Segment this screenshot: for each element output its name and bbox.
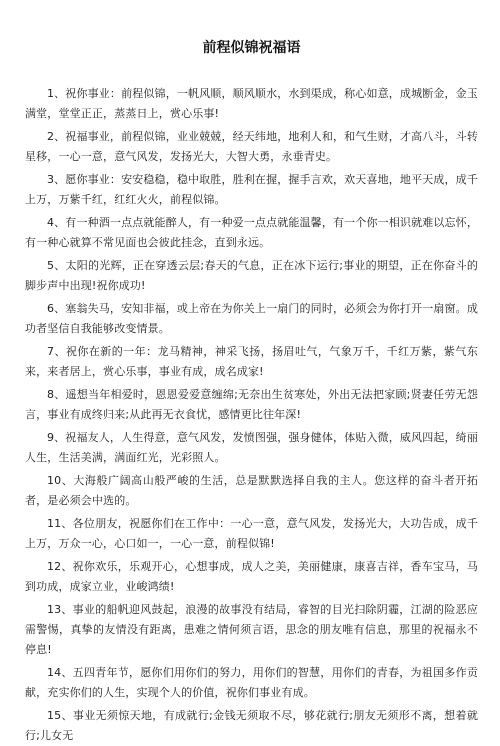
list-item: 4、有一种酒一点点就能醉人，有一种爱一点点就能温馨，有一个你一相识就难以忘怀，有一种心就算不常见面也会彼此挂念，直到永远。 (25, 216, 478, 249)
list-item: 5、太阳的光辉，正在穿透云层;春天的气息，正在冰下运行;事业的期望，正在你奋斗的脚步声中出现!祝你成功! (25, 259, 478, 292)
list-item: 10、大海般广阔高山般严峻的生活，总是默默选择自我的主人。您这样的奋斗者开拓者，是必须会中选的。 (25, 474, 478, 507)
list-item: 2、祝福事业，前程似锦，业业兢兢，经天纬地，地利人和，和气生财，才高八斗，斗转星移，一心一意，意气风发，发扬光大，大智大勇，永垂青史。 (25, 130, 478, 163)
list-item: 7、祝你在新的一年：龙马精神，神采飞扬，扬眉吐气，气象万千，千红万紫，紫气东来，来者居上，赏心乐事，事业有成，成名成家! (25, 345, 478, 378)
list-item: 9、祝福友人，人生得意，意气风发，发愤图强，强身健体，体贴入微，威风四起，绮丽人生，生活美满，满面红光，光彩照人。 (25, 431, 478, 464)
list-item: 12、祝你欢乐，乐观开心，心想事成，成人之美，美丽健康，康喜吉祥，香车宝马，马到功成，成家立业，业峻鸿绩! (25, 560, 478, 593)
list-item: 14、五四青年节，愿你们用你们的努力，用你们的智慧，用你们的青春，为祖国多作贡献，充实你们的人生，实现个人的价值，祝你们事业有成。 (25, 666, 478, 699)
list-item: 3、愿你事业：安安稳稳，稳中取胜，胜利在握，握手言欢，欢天喜地，地平天成，成千上万，万紫千红，红红火火，前程似锦。 (25, 173, 478, 206)
list-item: 1、祝你事业：前程似锦，一帆风顺，顺风顺水，水到渠成，称心如意，成城断金，金玉满堂，堂堂正正，蒸蒸日上，赏心乐事! (25, 87, 478, 120)
document-title: 前程似锦祝福语 (202, 40, 301, 56)
list-item: 8、遥想当年相爱时，恩恩爱爱意缠绵;无奈出生贫寒处，外出无法把家顾;贤妻任劳无怨言，事业有成终归来;从此再无衣食忧，感情更比往年深! (25, 388, 478, 421)
blessing-list (25, 84, 478, 746)
list-item: 15、事业无须惊天地，有成就行;金钱无须取不尽，够花就行;朋友无须形不离，想着就行;儿女无 (25, 709, 478, 742)
list-item: 11、各位朋友，祝愿你们在工作中：一心一意，意气风发，发扬光大，大功告成，成千上万，万众一心，心口如一，一心一意，前程似锦! (25, 517, 478, 550)
list-item: 6、塞翁失马，安知非福，或上帝在为你关上一扇门的同时，必须会为你打开一扇窗。成功者坚信自我能够改变情景。 (25, 302, 478, 335)
list-item: 13、事业的船帆迎风鼓起，浪漫的故事没有结局，睿智的目光扫除阴霾，江湖的险恶应需警惕，真挚的友情没有距离，患难之情何须言语，思念的朋友唯有信息，那里的祝福永不停息! (25, 603, 478, 656)
